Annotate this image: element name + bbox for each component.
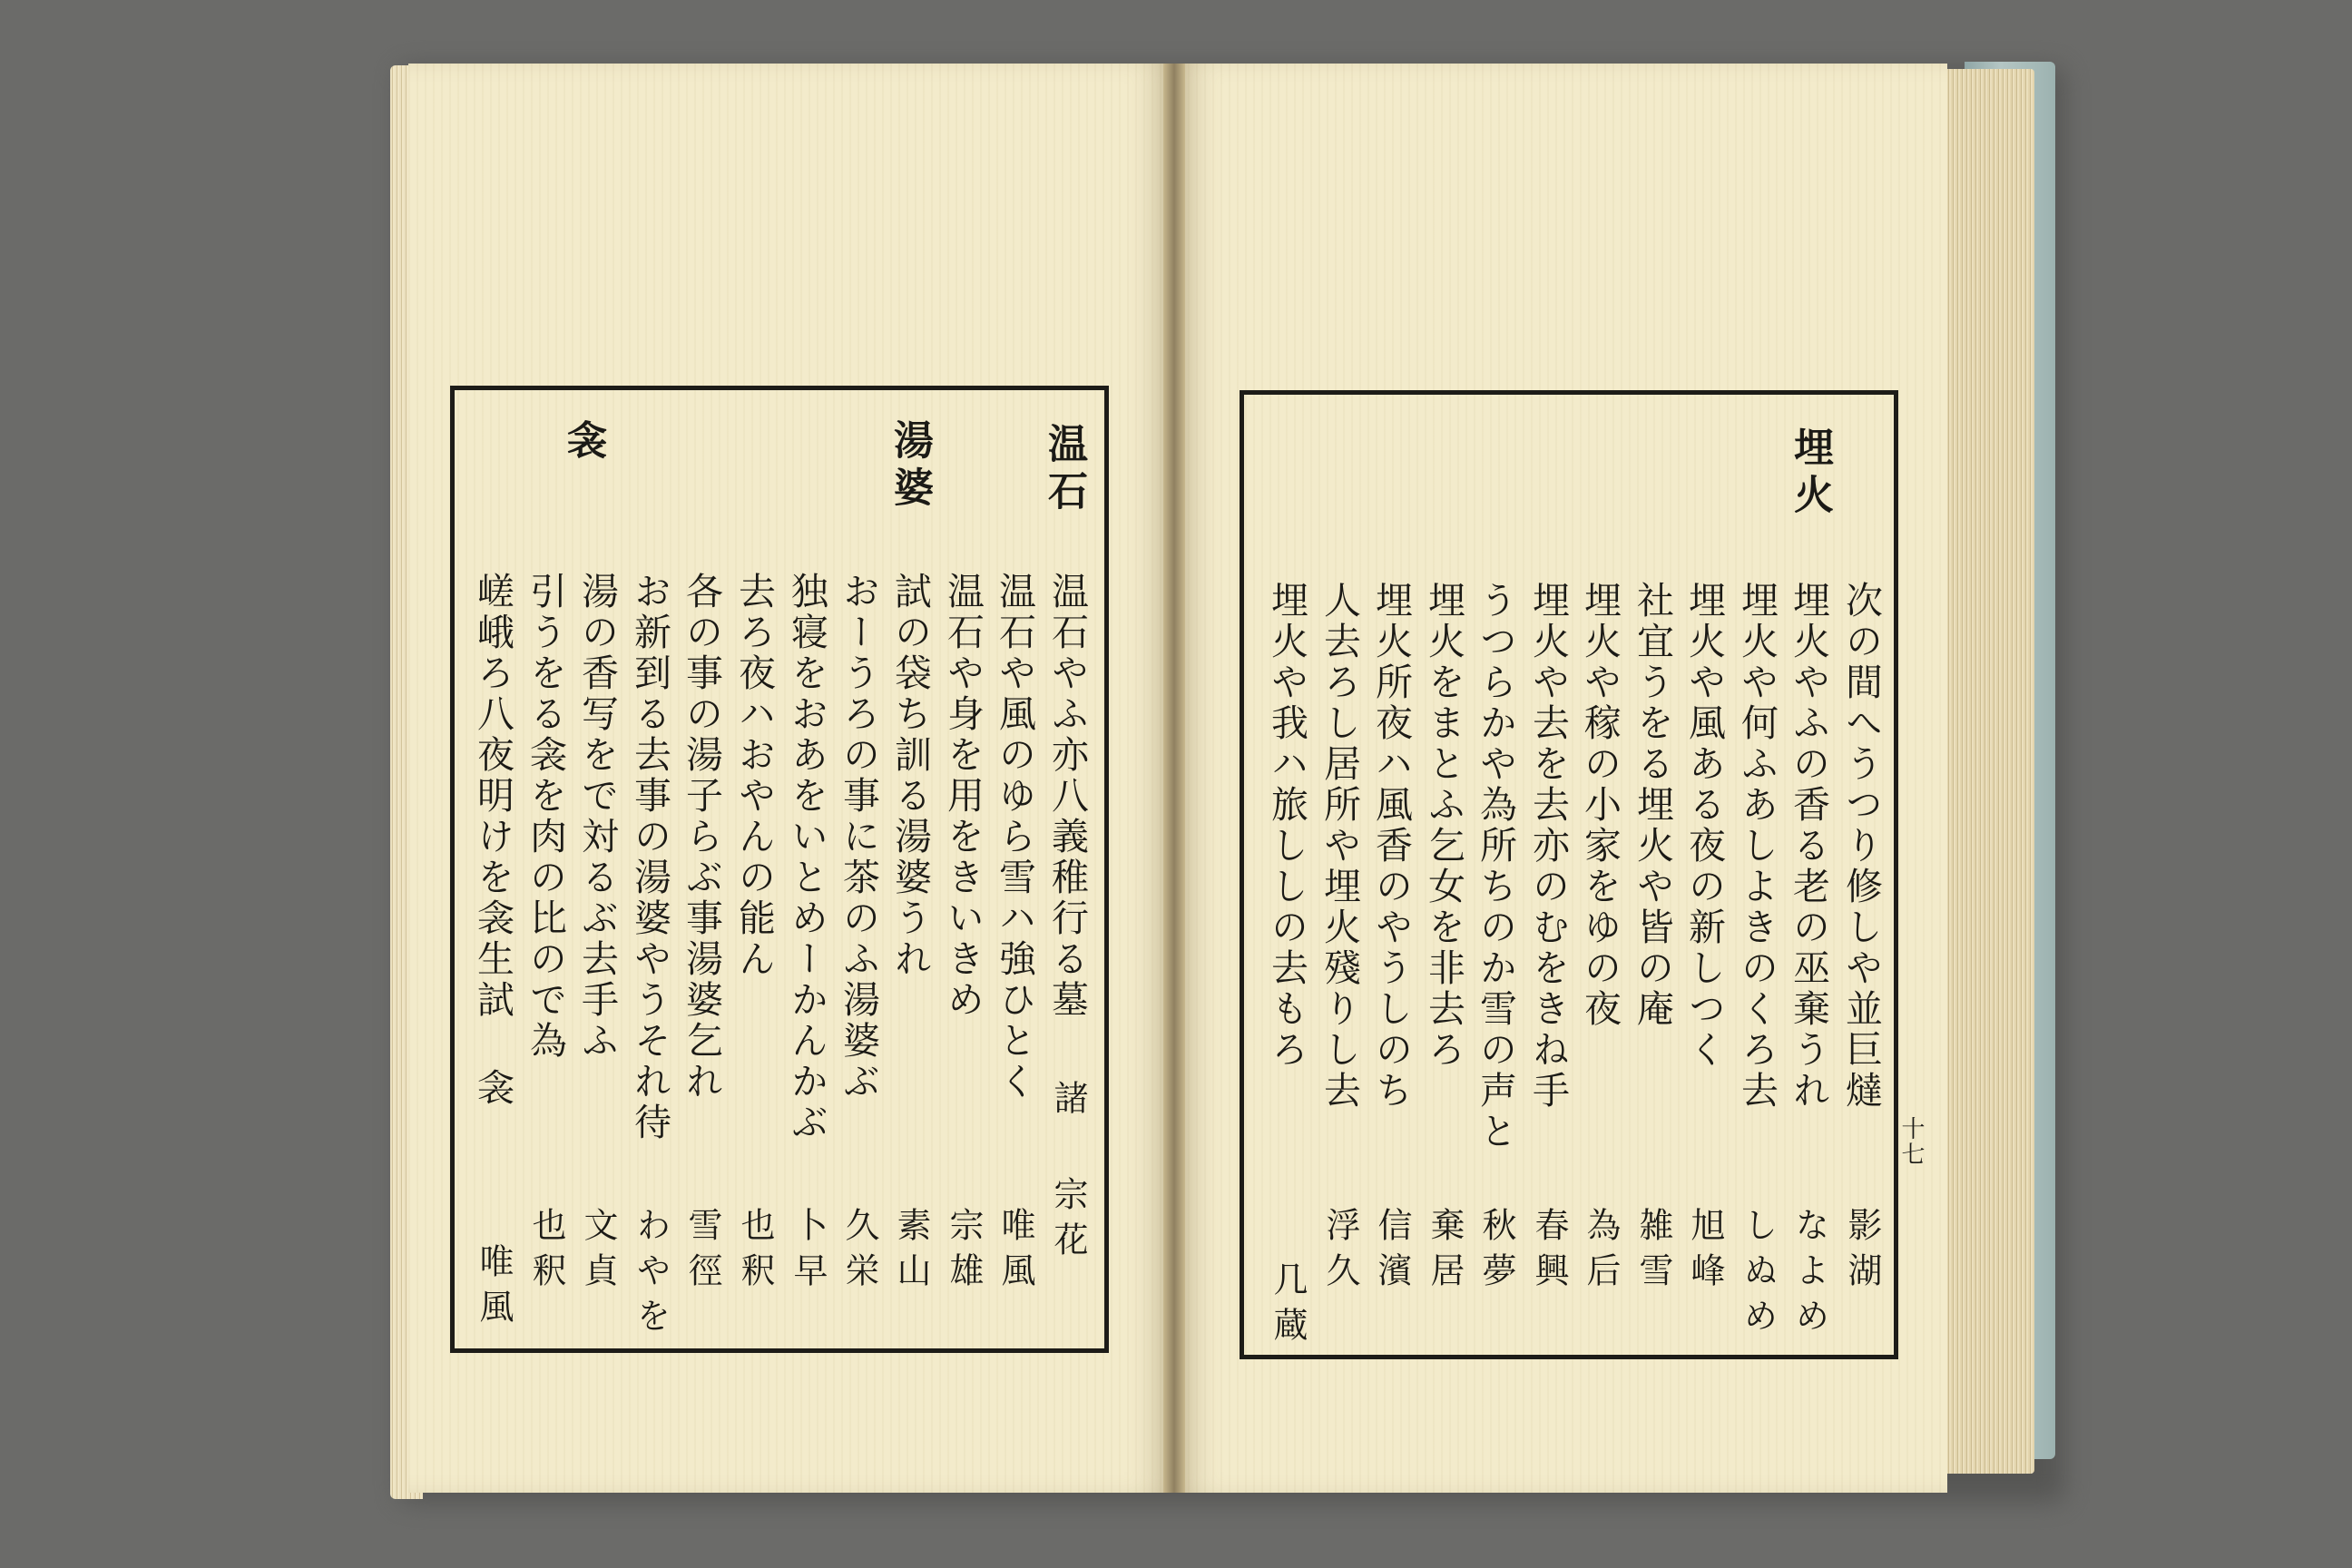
page-edges-right xyxy=(1933,69,2034,1474)
verse-author: 素山 xyxy=(891,1207,931,1298)
verse-line: 温石や風のゆら雪ハ強ひとく xyxy=(993,572,1036,1102)
verse-line: うつらかや為所ちのか雪の声と xyxy=(1474,581,1517,1152)
verse-line: 人去ろし居所や埋火殘りし去 xyxy=(1318,581,1361,1112)
verse-author: 宗雄 xyxy=(944,1207,984,1298)
page-number: 十七 xyxy=(1897,1116,1925,1167)
verse-line: 埋火所夜ハ風香のやうしのち xyxy=(1369,581,1413,1112)
verse-author: 也釈 xyxy=(735,1207,775,1298)
verse-author: なよめ xyxy=(1789,1207,1829,1343)
verse-author: 也釈 xyxy=(526,1207,566,1298)
verse-author: 卜早 xyxy=(788,1207,828,1298)
verse-author: 棄居 xyxy=(1425,1207,1465,1298)
verse-author: 秋夢 xyxy=(1476,1207,1516,1298)
verse-line: お新到る去事の湯婆やうそれ待 xyxy=(628,572,671,1143)
verse-author: 几蔵 xyxy=(1268,1261,1308,1352)
verse-line: 各の事の湯子らぶ事湯婆乞れ xyxy=(680,572,723,1102)
verse-author: 浮久 xyxy=(1320,1207,1360,1298)
verse-author: 影湖 xyxy=(1842,1207,1882,1298)
verse-author: 為后 xyxy=(1581,1207,1621,1298)
verse-line: 埋火や我ハ旅ししの去もろ xyxy=(1265,581,1308,1071)
verse-line: 次の間へうつり修しや並巨燵 xyxy=(1839,581,1883,1112)
verse-line: おーうろの事に茶のふ湯婆ぶ xyxy=(837,572,880,1102)
verse-line: 埋火や稼の小家をゆの夜 xyxy=(1578,581,1622,1030)
heading-yutanpo: 湯婆 xyxy=(887,419,933,514)
verse-line: 埋火やふの香る老の巫棄うれ xyxy=(1787,581,1830,1112)
verse-author: 雪徑 xyxy=(682,1207,722,1298)
verse-line: 埋火をまとふ乞女を非去ろ xyxy=(1422,581,1465,1071)
verse-author: 信濱 xyxy=(1372,1207,1412,1298)
verse-line: 埋火や風ある夜の新しつく xyxy=(1682,581,1726,1071)
verse-author: 唯風 xyxy=(474,1243,514,1334)
heading-uzumibi: 埋火 xyxy=(1787,426,1833,521)
verse-line: 試の袋ち訓る湯婆うれ xyxy=(888,572,932,980)
verse-line: 社宜うをる埋火や皆の庵 xyxy=(1631,581,1674,1030)
heading-fusuma: 衾 xyxy=(560,419,606,466)
verse-author: しぬめ xyxy=(1738,1207,1778,1343)
verse-author: 旭峰 xyxy=(1685,1207,1725,1298)
verse-author: 諸 宗花 xyxy=(1048,1080,1088,1267)
verse-line: 独寝をおあをいとめーかんかぶ xyxy=(785,572,828,1143)
verse-author: わやを xyxy=(631,1207,671,1343)
verse-author: 文貞 xyxy=(578,1207,618,1298)
verse-line: 温石やふ亦八義稚行る墓 xyxy=(1045,572,1089,1021)
verse-line: 嵯峨ろ八夜明けを衾生試 衾 xyxy=(471,572,514,1109)
verse-line: 引うをる衾を肉の比ので為 xyxy=(524,572,567,1062)
verse-line: 温石や身を用をきいきめ xyxy=(941,572,985,1021)
verse-line: 埋火や去を去亦のむをきね手 xyxy=(1526,581,1570,1112)
verse-line: 去ろ夜ハおやんの能ん xyxy=(732,572,776,980)
heading-onjaku: 温石 xyxy=(1041,423,1087,517)
verse-line: 埋火や何ふあしよきのくろ去 xyxy=(1735,581,1779,1112)
verse-line: 湯の香写をで対るぶ去手ふ xyxy=(575,572,619,1062)
verse-author: 雑雪 xyxy=(1633,1207,1673,1298)
book-gutter xyxy=(1163,64,1185,1493)
verse-author: 久栄 xyxy=(839,1207,879,1298)
verse-author: 春興 xyxy=(1529,1207,1569,1298)
verse-author: 唯風 xyxy=(995,1207,1035,1298)
